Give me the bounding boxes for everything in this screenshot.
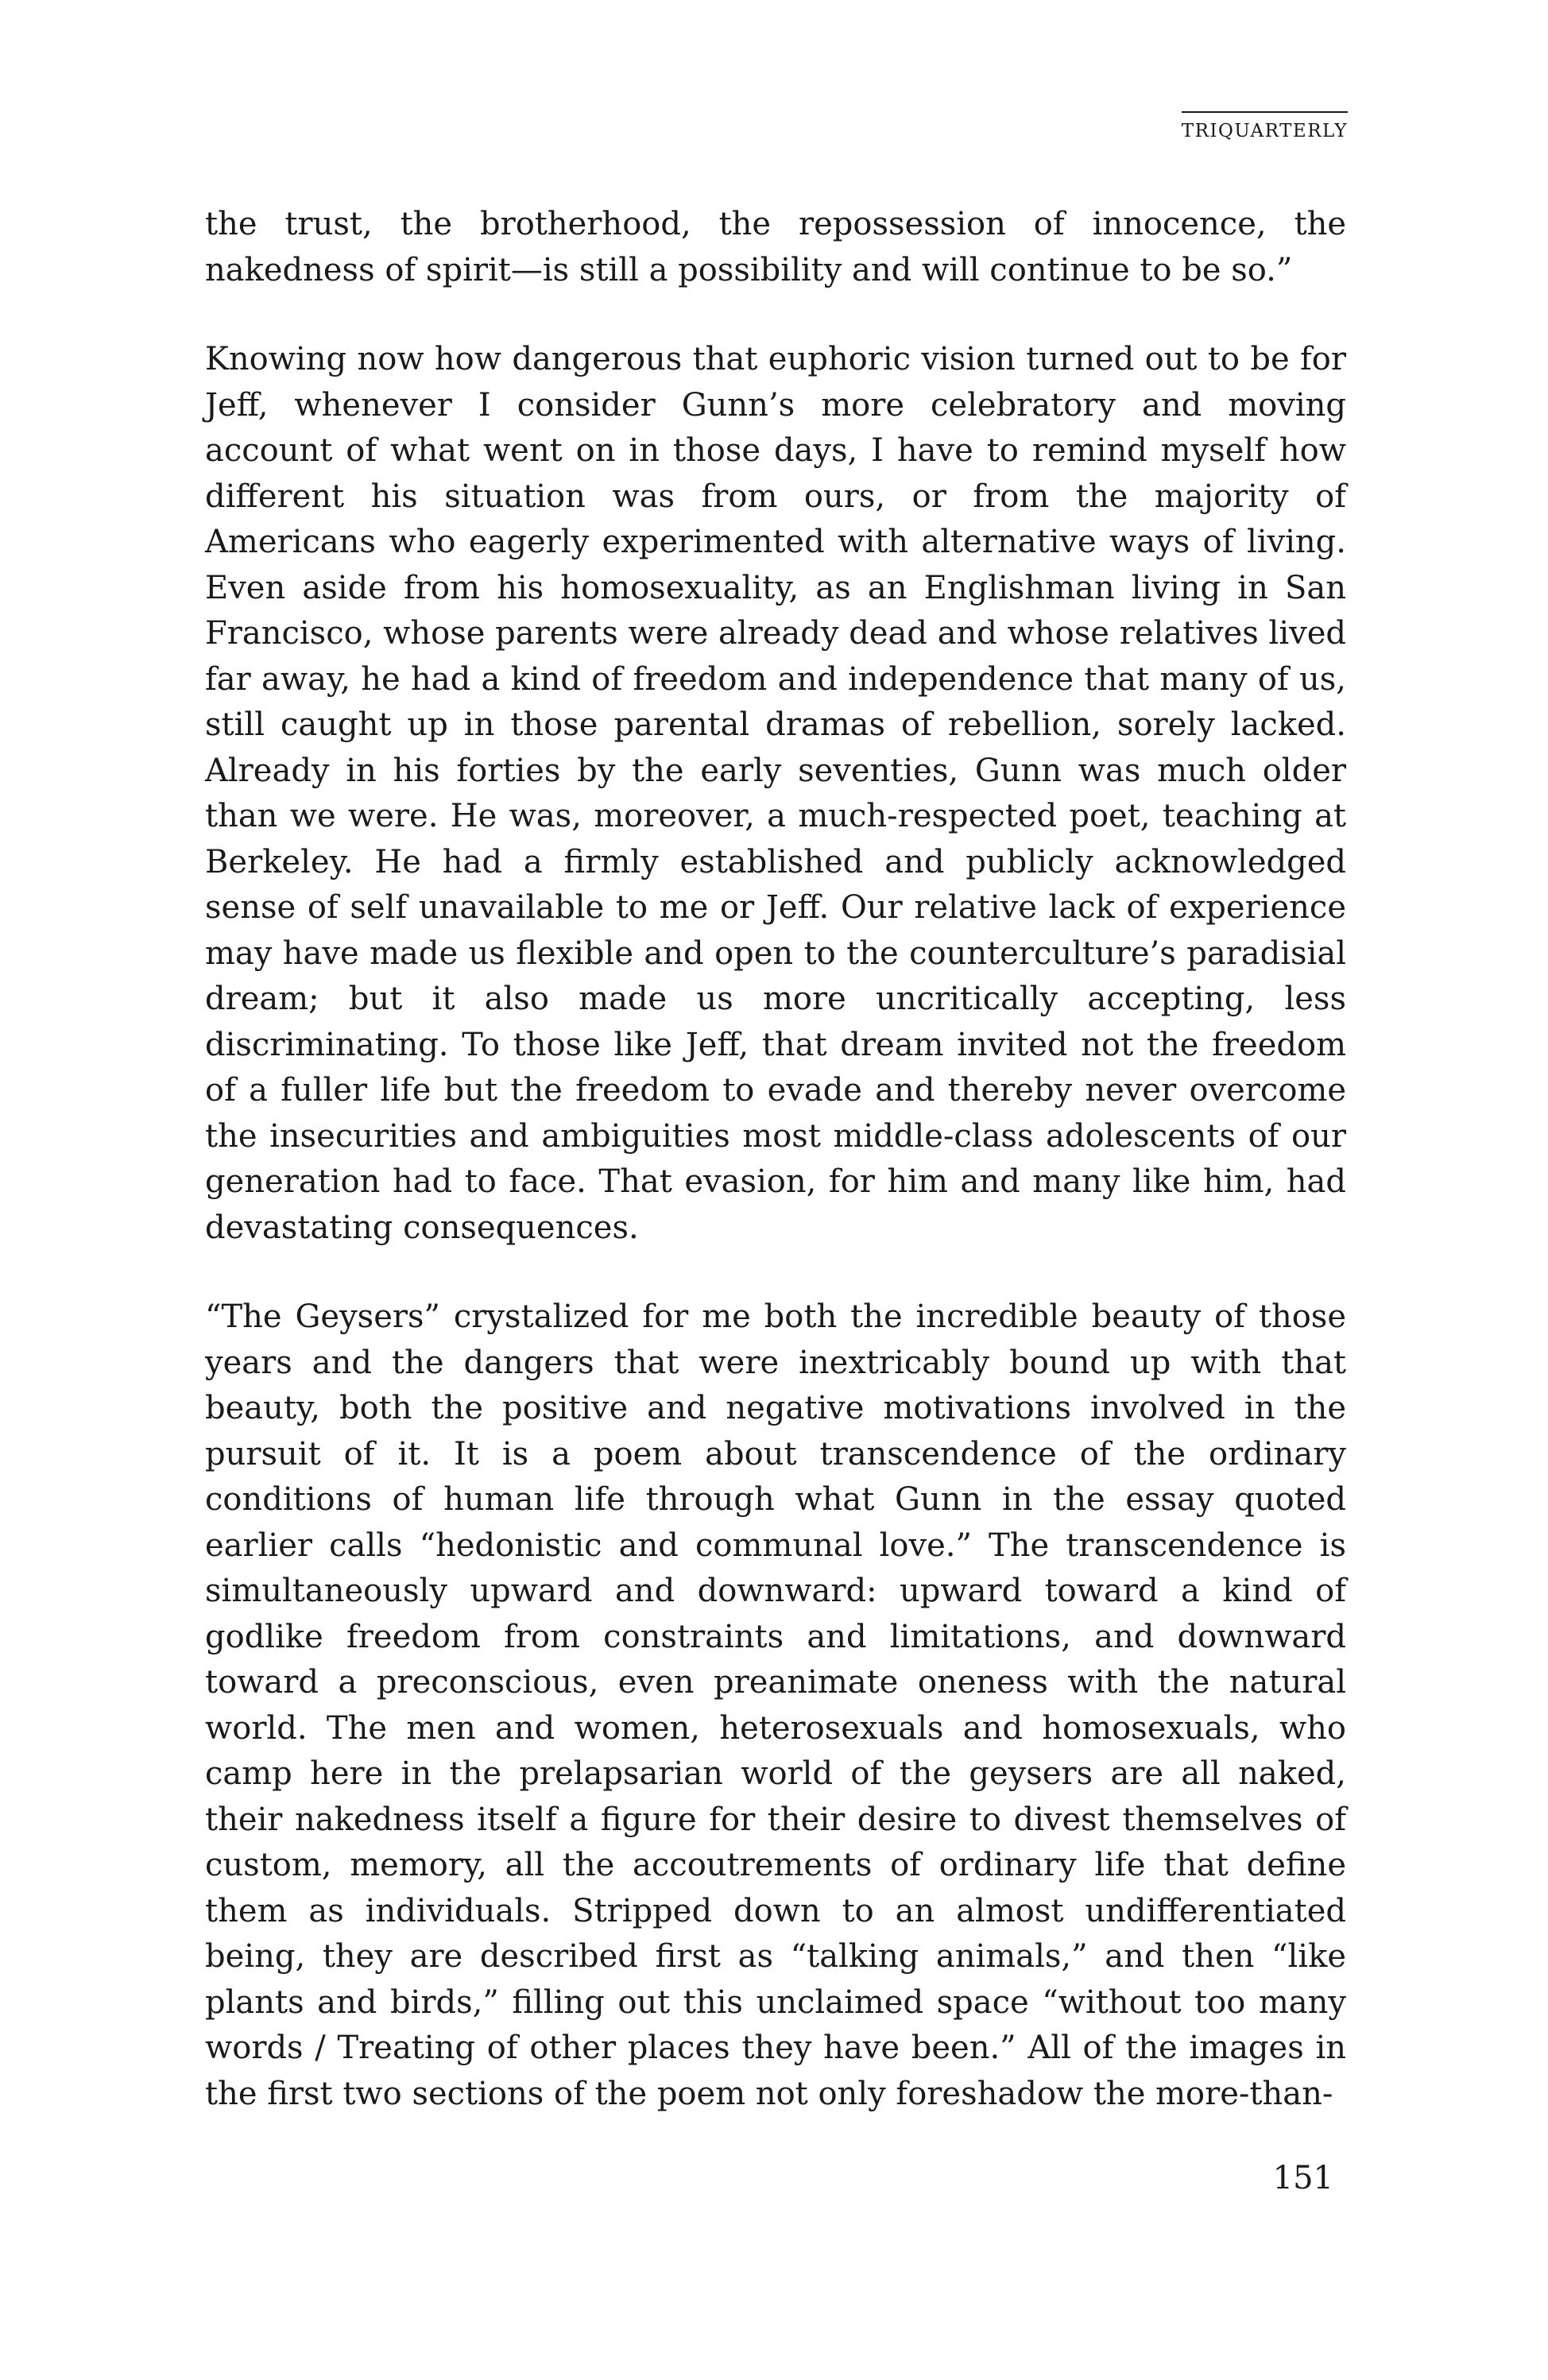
body-text xyxy=(205,202,1346,2117)
paragraph-continuation: the trust, the brotherhood, the repossession of innocence, the nakedness of spirit—is still a possibility and will continue to be so.” xyxy=(205,206,1346,288)
paragraph-geysers: “The Geysers” crystalized for me both the incredible beauty of those years and the dangers that were inextricably bound up with that beauty, both the positive and negative motivations involved in the pursuit of it. It is a poem about transcendence of the ordinary conditions of human life through what Gunn in the essay quoted earlier calls “hedonistic and communal love.” The transcendence is simultaneously upward and downward: upward toward a kind of godlike freedom from constraints and limitations, and downward toward a preconscious, even preanimate oneness with the natural world. The men and women, heterosexuals and homosexuals, who camp here in the prelapsarian world of the geysers are all naked, their nakedness itself a figure for their desire to divest themselves of custom, memory, all the accoutrements of ordinary life that define them as individuals. Stripped down to an almost undifferentiated being, they are described first as “talking animals,” and then “like plants and birds,” filling out this unclaimed space “without too many words / Treating of other places they have been.” All of the images in the first two sections of the poem not only foreshadow the more-than- xyxy=(205,1298,1346,2112)
page-number: 151 xyxy=(1272,2160,1333,2196)
paragraph-jeff: Knowing now how dangerous that euphoric vision turned out to be for Jeff, whenever I consider Gunn’s more celebratory and moving account of what went on in those days, I have to remind myself how different his situation was from ours, or from the majority of Americans who eagerly experimented with alternative ways of living. Even aside from his homosexuality, as an Englishman living in San Francisco, whose parents were already dead and whose relatives lived far away, he had a kind of freedom and independence that many of us, still caught up in those parental dramas of rebellion, sorely lacked. Already in his forties by the early seventies, Gunn was much older than we were. He was, moreover, a much-respected poet, teaching at Berkeley. He had a firmly established and publicly acknowledged sense of self unavailable to me or Jeff. Our relative lack of experience may have made us flexible and open to the counterculture’s paradisial dream; but it also made us more uncritically accepting, less discriminating. To those like Jeff, that dream invited not the freedom of a fuller life but the freedom to evade and thereby never overcome the insecurities and ambiguities most middle-class adolescents of our generation had to face. That evasion, for him and many like him, had devastating consequences. xyxy=(205,341,1346,1246)
running-head: TRIQUARTERLY xyxy=(1182,111,1348,141)
